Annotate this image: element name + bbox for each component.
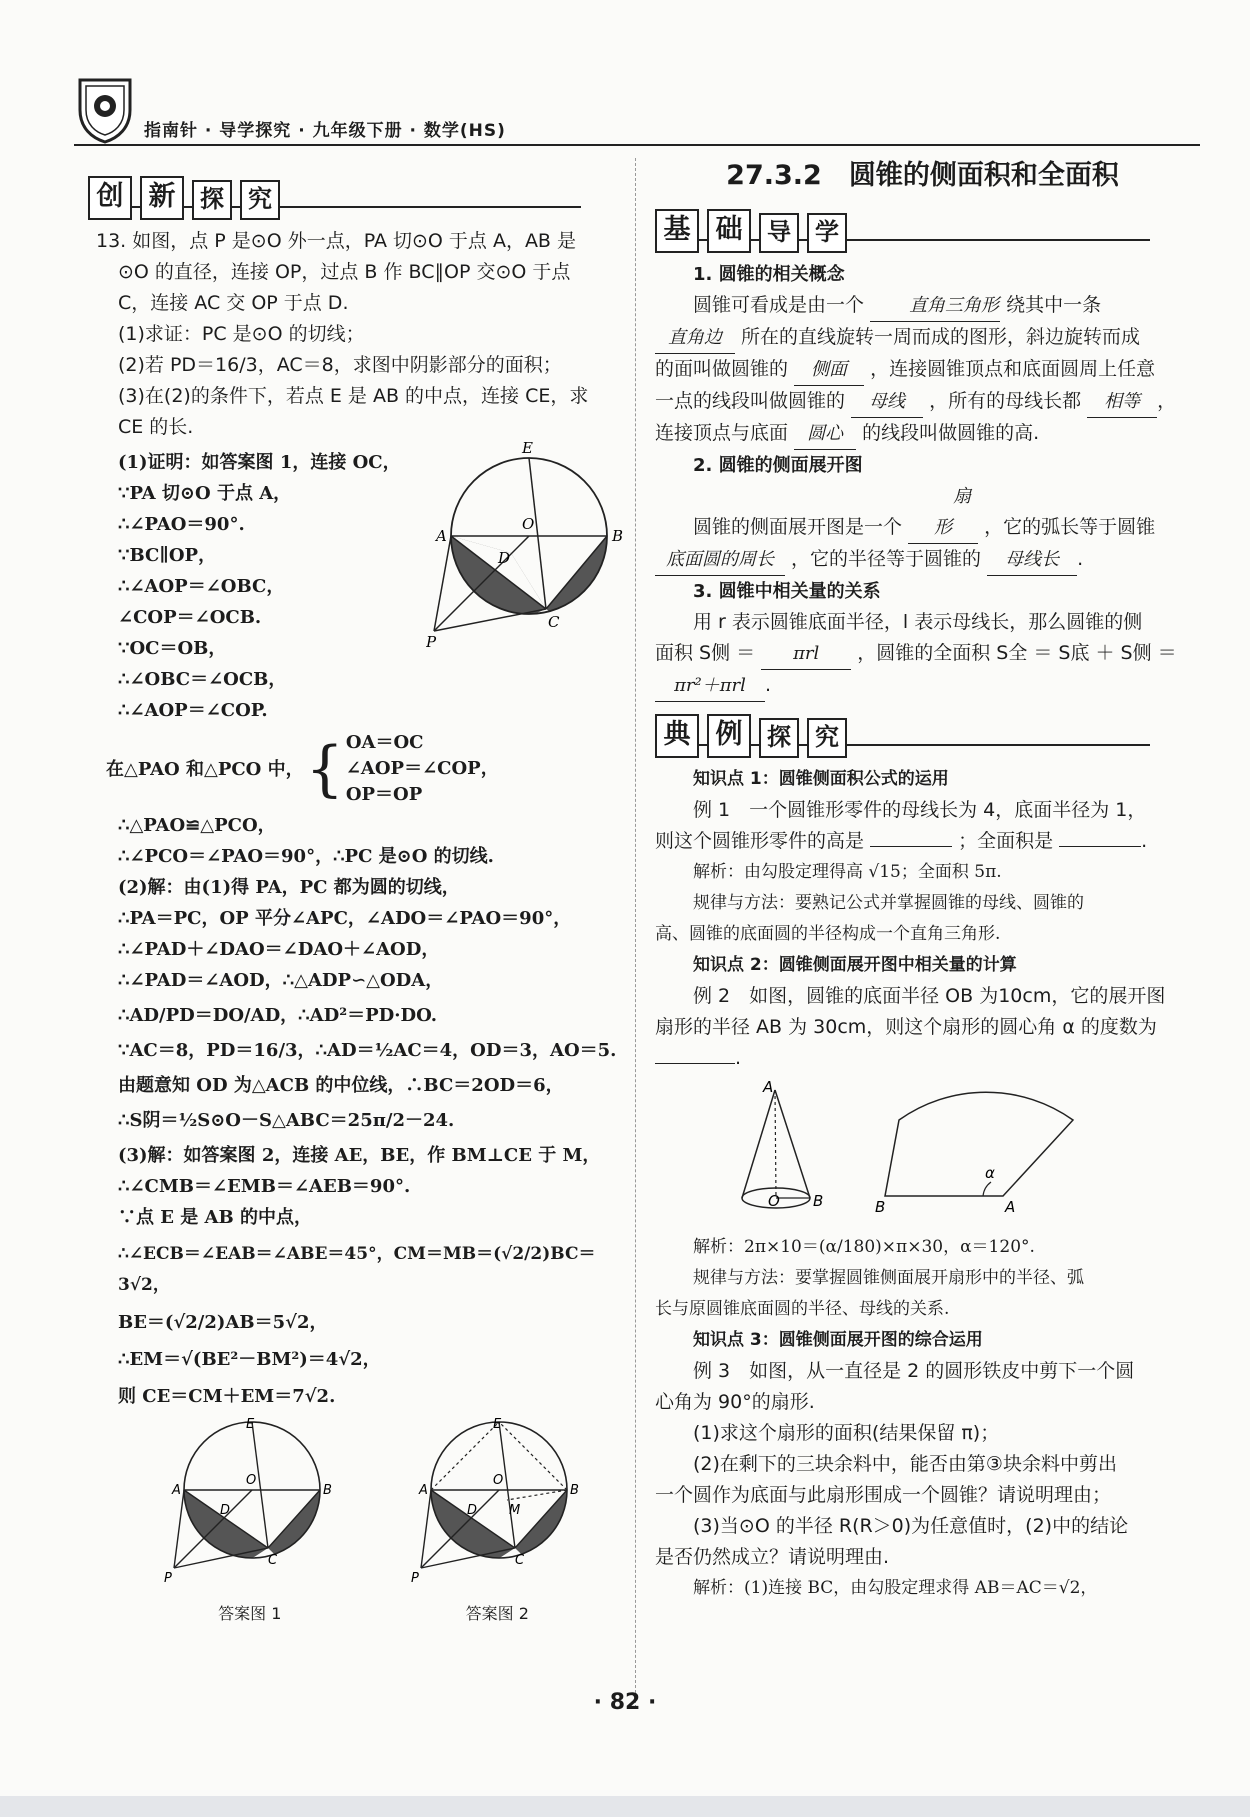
banner-char: 础 [707,209,751,253]
figure-caption: 答案图 2 [465,1604,529,1623]
text-run: 连接顶点与底面 [655,422,789,444]
method-line: 规律与方法：要熟记公式并掌握圆锥的母线、圆锥的 [693,893,1084,913]
example-line: 例 1 一个圆锥形零件的母线长为 4，底面半径为 1， [693,799,1147,821]
solution-line: BE＝(√2/2)AB＝5√2， [118,1312,328,1333]
knowledge-point-title: 知识点 1：圆锥侧面积公式的运用 [693,769,949,789]
example-line: 例 3 如图，从一直径是 2 的圆形铁皮中剪下一个圆 [693,1360,1135,1382]
fig3-label-c: C [515,1553,525,1568]
text-run: . [765,674,772,696]
fig2-label-b: B [322,1483,332,1498]
right-column: 27.3.2 圆锥的侧面积和全面积 基 础 导 学 1. 圆锥的相关概念 圆锥可看成是由一个 直角三角形 绕其中一条 直角边 所在的直线旋转一周而成的图形，斜边旋转而成 的面叫做圆锥的 侧面 ，连接圆锥顶点和底面圆周上任意 一点的线段叫做圆锥的 母线 ，所有的母线长都 相等 ， 连接顶点与底面 圆心 的线段叫做圆锥的高. 2. 圆锥的侧面展开图 圆锥的侧面展开图是一个 扇形 ，它的弧长等于圆锥 底面圆的周长 ，它的半径等于圆锥的 母线长 . 3. 圆锥中相关量的关系 用 r 表示圆锥底面半径，l 表示母线长，那么圆锥的侧 面积 S侧 ＝ πrl ，圆锥的全面积 S全 ＝ S底 ＋ S侧 ＝ πr²＋πrl . 典 例 探 究 知识点 1：圆锥侧面积公式的运用 例 1 一个圆锥形零件的母线长为 4，底面半径为 1， 则这个圆锥形零件的高是 ；全面积是 . 解析：由勾股定理得高 √15；全面积 5π. 规律与方法：要熟记公式并掌握圆锥的母线、圆锥的 高、圆锥的底面圆的半径构成一个直角三角形. 知识点 2：圆锥侧面展开图中相关量的计算 例 2 如图，圆锥的底面半径 OB 为10cm，它的展开图 扇形的半径 AB 为 30cm，则这个扇形的圆心角 α 的度数为 . A O B B A α 解析：2π×10＝(α/180)×π×30，α＝120°. 规律与方法：要掌握圆锥侧面展开扇形中的半径、弧 长与原圆锥底面圆的半径、母线的关系. 知识点 3：圆锥侧面展开图的综合运用 例 3 如图，从一直径是 2 的圆形铁皮中剪下一个圆 心角为 90°的扇形. (1)求这个扇形的面积(结果保留 π)； (2)在剩下的三块余料中，能否由第③块余料中剪出 一个圆作为底面与此扇形围成一个圆锥？请说明理由； (3)当⊙O 的半径 R(R＞0)为任意值时，(2)中的结论 是否仍然成立？请说明理由. 解析：(1)连接 BC，由勾股定理求得 AB＝AC＝√2， [655,160,1190,1604]
example-line: (3)当⊙O 的半径 R(R＞0)为任意值时，(2)中的结论 [693,1515,1129,1537]
fig3-label-m: M [509,1503,521,1518]
solution-line: ∴∠AOP＝∠OBC， [118,576,285,597]
congruence-lead: 在△PAO 和△PCO 中， [106,758,304,780]
banner-char: 探 [759,718,799,758]
solution-line: ∴∠PCO＝∠PAO＝90°，∴PC 是⊙O 的切线. [118,846,494,867]
congruence-line: ∠AOP＝∠COP， [345,758,499,779]
fig1-label-c: C [548,613,560,631]
fig2-label-o: O [245,1473,256,1488]
example-line: (2)在剩下的三块余料中，能否由第③块余料中剪出 [693,1453,1117,1475]
answer-figure-1 [160,1418,340,1588]
section-title: 27.3.2 圆锥的侧面积和全面积 [726,160,1119,191]
example-line: 例 2 如图，圆锥的底面半径 OB 为10cm，它的展开图 [693,985,1166,1007]
answer-figures [96,1418,621,1629]
banner-char: 基 [655,209,699,253]
problem-13 [96,226,621,443]
figure-caption: 答案图 1 [218,1604,282,1623]
cone-and-sector-figure [655,1078,1190,1228]
basics-banner [655,205,1190,253]
banner-char: 学 [807,213,847,253]
example-line: 是否仍然成立？请说明理由. [655,1546,890,1568]
header-rule [74,144,1200,146]
fig2-label-e: E [245,1418,254,1432]
congruence-block [106,730,621,808]
page-number: · 82 · [593,1690,657,1715]
solution-line: ∠COP＝∠OCB. [118,607,262,628]
fig1-label-o: O [522,515,535,533]
method-line: 规律与方法：要掌握圆锥侧面展开扇形中的半径、弧 [693,1268,1084,1288]
answer-blank: πr²＋πrl [655,670,765,702]
analysis-line: 解析：2π×10＝(α/180)×π×30，α＝120°. [693,1237,1035,1257]
banner-char: 究 [807,718,847,758]
text-run: ，它的半径等于圆锥的 [791,548,982,570]
solution-line: ∵PA 切⊙O 于点 A， [118,483,292,504]
sector-label-b: B [875,1198,886,1216]
sector-label-alpha: α [985,1164,995,1182]
analysis-line: 解析：(1)连接 BC，由勾股定理求得 AB＝AC＝√2， [693,1578,1098,1598]
fig3-label-a: A [419,1483,429,1498]
solution-line: ∵AC＝8，PD＝16/3，∴AD＝½AC＝4，OD＝3，AO＝5. [118,1040,617,1061]
text-run: ，所有的母线长都 [929,390,1082,412]
example-line: 一个圆作为底面与此扇形围成一个圆锥？请说明理由； [655,1484,1112,1506]
lateral-development [655,481,1190,576]
bottom-strip [0,1796,1250,1817]
shield-logo-icon [74,74,136,144]
text-run: 面积 S侧 ＝ [655,642,756,664]
solution-line: ∴PA＝PC，OP 平分∠APC，∠ADO＝∠PAO＝90°， [118,908,572,929]
answer-blank: 扇形 [908,481,978,544]
solution-part-a [96,441,624,726]
banner-char: 探 [192,180,232,220]
answer-blank [1059,846,1141,847]
solution-line: ∴AD/PD＝DO/AD，∴AD²＝PD·DO. [118,1005,438,1026]
answer-blank [655,1063,735,1064]
answer-blank: 底面圆的周长 [655,544,785,576]
solution-line: ∴S阴＝½S⊙O－S△ABC＝25π/2－24. [118,1110,455,1131]
cone-concepts [655,290,1190,450]
fig3-label-p: P [411,1571,420,1586]
subsection-title: 1. 圆锥的相关概念 [693,264,845,285]
problem-line: CE 的长. [118,416,194,438]
banner-char: 究 [240,180,280,220]
text-run: 则这个圆锥形零件的高是 [655,830,865,852]
header-title: 指南针 · 导学探究 · 九年级下册 · 数学(HS) [144,121,506,141]
fig1-label-a: A [436,527,447,545]
example-line: (1)求这个扇形的面积(结果保留 π)； [693,1422,1000,1444]
answer-blank: 直角三角形 [870,290,1000,322]
answer-blank [870,846,952,847]
text-run: ， [1157,390,1177,412]
solution-line: (3)解：如答案图 2，连接 AE，BE，作 BM⊥CE 于 M， [118,1145,601,1166]
subsection-title: 2. 圆锥的侧面展开图 [693,455,863,476]
cone-label-a: A [763,1078,774,1096]
answer-blank: 母线长 [987,544,1077,576]
fig2-label-p: P [163,1571,172,1586]
solution-line: 由题意知 OD 为△ACB 的中位线，∴BC＝2OD＝6， [118,1075,564,1096]
answer-blank: πrl [761,638,851,670]
text-run: 所在的直线旋转一周而成的图形，斜边旋转而成 [741,326,1141,348]
text-run: 的线段叫做圆锥的高. [862,422,1040,444]
cone-relations [655,607,1190,702]
fig1-label-p: P [426,633,437,651]
sector-label-a: A [1005,1198,1016,1216]
knowledge-point-title: 知识点 2：圆锥侧面展开图中相关量的计算 [693,955,1017,975]
text-run: ；全面积是 [958,830,1054,852]
solution-part-b [96,810,621,1412]
subsection-title: 3. 圆锥中相关量的关系 [693,581,881,602]
example-line: 扇形的半径 AB 为 30cm，则这个扇形的圆心角 α 的度数为 [655,1016,1157,1038]
problem-line: (1)求证：PC 是⊙O 的切线； [118,323,365,345]
analysis-line: 解析：由勾股定理得高 √15；全面积 5π. [693,862,1002,882]
text-run: ，圆锥的全面积 S全 ＝ S底 ＋ S侧 ＝ [857,642,1177,664]
innovation-banner [88,172,621,220]
text-run: 圆锥可看成是由一个 [693,294,865,316]
solution-line: ∴∠CMB＝∠EMB＝∠AEB＝90°. [118,1176,411,1197]
fig2-label-a: A [171,1483,181,1498]
solution-line: (2)解：由(1)得 PA，PC 都为圆的切线， [118,877,460,898]
solution-line: ∴∠AOP＝∠COP. [118,700,268,721]
congruence-line: OA＝OC [345,732,424,753]
text-run: 的面叫做圆锥的 [655,358,789,380]
banner-char: 典 [655,714,699,758]
fig2-label-d: D [219,1503,230,1518]
text-run: ，它的弧长等于圆锥 [984,516,1156,538]
problem-line: (3)在(2)的条件下，若点 E 是 AB 的中点，连接 CE，求 [118,385,589,407]
answer-figure-2 [407,1418,587,1588]
banner-char: 新 [140,176,184,220]
solution-line: ∵OC＝OB， [118,638,227,659]
solution-line: ∵点 E 是 AB 的中点， [118,1207,312,1228]
banner-char: 创 [88,176,132,220]
solution-line: ∴EM＝√(BE²－BM²)＝4√2， [118,1349,381,1370]
example-line: 心角为 90°的扇形. [655,1391,815,1413]
text-run: . [1141,830,1148,852]
fig3-label-o: O [493,1473,504,1488]
answer-blank: 圆心 [794,418,856,450]
banner-char: 例 [707,714,751,758]
text-run: 一点的线段叫做圆锥的 [655,390,846,412]
fig3-label-e: E [493,1418,502,1432]
text-run: 绕其中一条 [1006,294,1102,316]
answer-blank: 直角边 [655,322,735,354]
congruence-line: OP＝OP [345,784,423,805]
text-run: 用 r 表示圆锥底面半径，l 表示母线长，那么圆锥的侧 [693,611,1143,633]
method-line: 长与原圆锥底面圆的半径、母线的关系. [655,1299,950,1319]
fig1-label-e: E [522,441,533,457]
solution-line: ∴∠ECB＝∠EAB＝∠ABE＝45°，CM＝MB＝(√2/2)BC＝3√2， [118,1244,596,1295]
problem-line: ⊙O 的直径，连接 OP，过点 B 作 BC∥OP 交⊙O 于点 [118,261,571,283]
fig1-label-b: B [612,527,624,545]
solution-line: ∴∠PAD＋∠DAO＝∠DAO＋∠AOD， [118,939,440,960]
banner-char: 导 [759,213,799,253]
page-header [70,66,1200,148]
solution-line: ∴∠PAO＝90°. [118,514,245,535]
examples-banner [655,710,1190,758]
fig3-label-b: B [570,1483,580,1498]
text-run: . [1077,548,1084,570]
solution-line: ∴△PAO≌△PCO， [118,815,276,836]
fig3-label-d: D [467,1503,478,1518]
solution-line: 则 CE＝CM＋EM＝7√2. [118,1386,336,1407]
knowledge-point-title: 知识点 3：圆锥侧面展开图的综合运用 [693,1330,983,1350]
problem-line: (2)若 PD＝16/3，AC＝8，求图中阴影部分的面积； [118,354,562,376]
column-divider [635,158,636,1708]
answer-blank: 相等 [1087,386,1157,418]
answer-blank: 母线 [851,386,923,418]
fig1-label-d: D [498,549,511,567]
fig2-label-c: C [267,1553,277,1568]
answer-blank: 侧面 [794,354,864,386]
text-run: ，连接圆锥顶点和底面圆周上任意 [870,358,1156,380]
left-column [96,172,624,1629]
solution-line: (1)证明：如答案图 1，连接 OC， [118,452,401,473]
brace-icon: { [305,734,344,804]
cone-label-o: O [768,1192,780,1210]
solution-line: ∴∠OBC＝∠OCB， [118,669,287,690]
method-line: 高、圆锥的底面圆的半径构成一个直角三角形. [655,924,1001,944]
circle-figure-1 [426,441,626,661]
problem-line: C，连接 AC 交 OP 于点 D. [118,292,349,314]
cone-label-b: B [813,1192,824,1210]
text-run: 圆锥的侧面展开图是一个 [693,516,903,538]
solution-line: ∴∠PAD＝∠AOD，∴△ADP∽△ODA， [118,970,444,991]
solution-line: ∵BC∥OP， [118,545,217,566]
problem-line: 13. 如图，点 P 是⊙O 外一点，PA 切⊙O 于点 A，AB 是 [96,230,577,252]
